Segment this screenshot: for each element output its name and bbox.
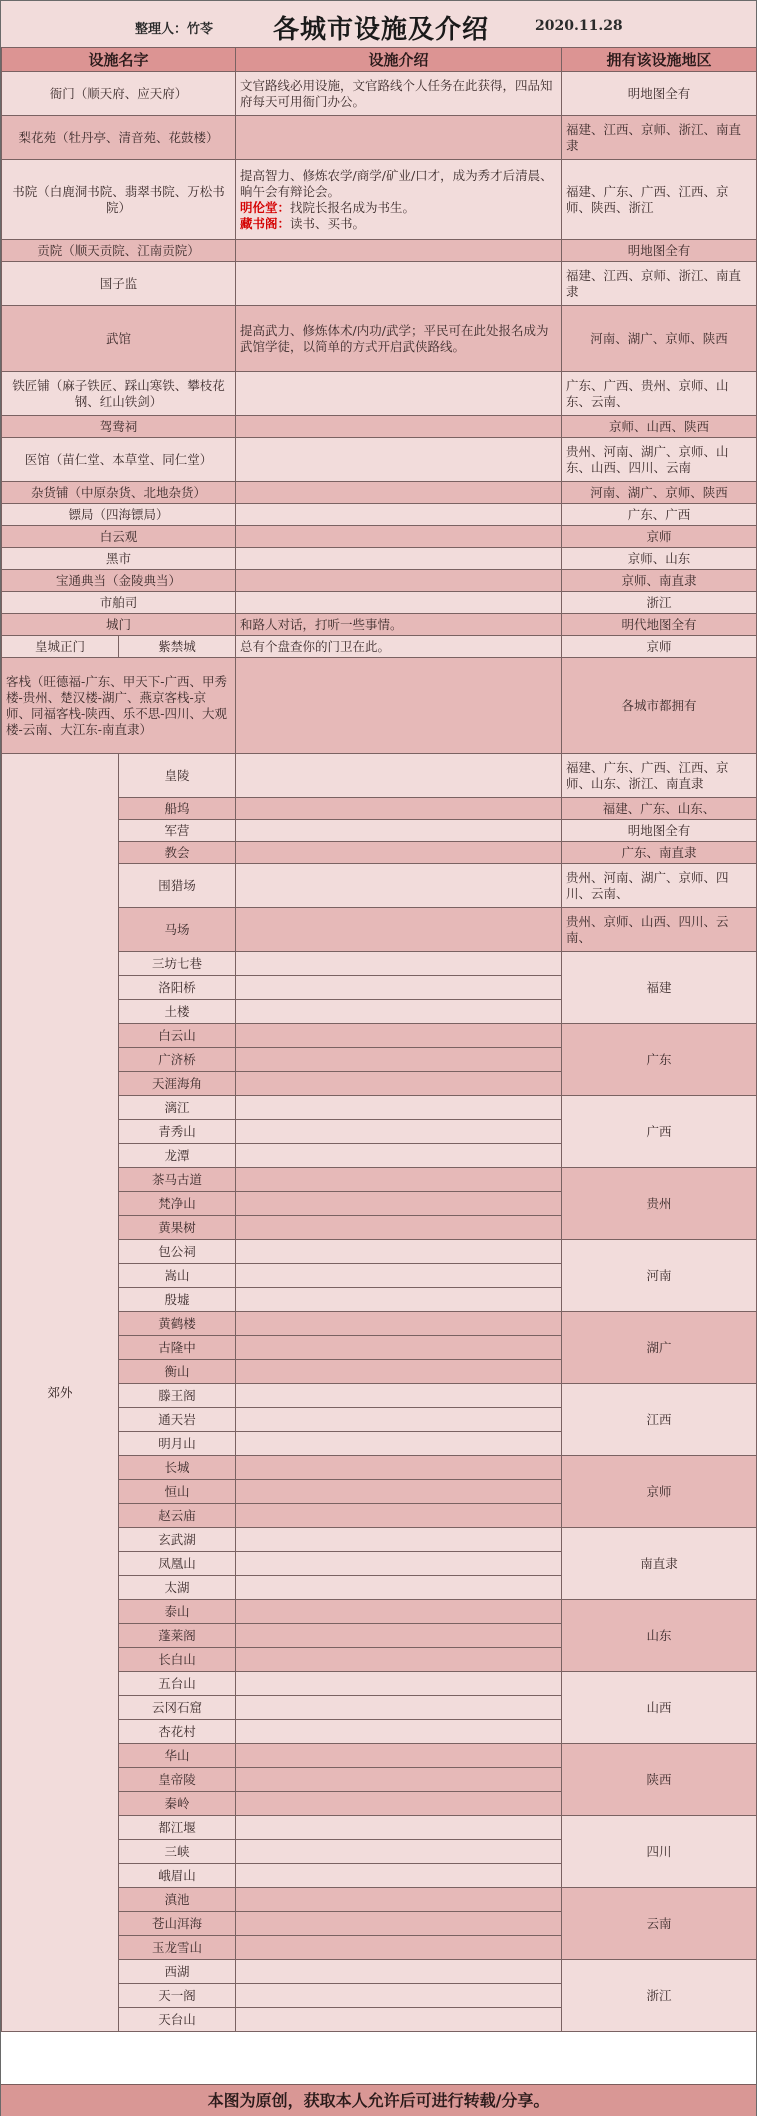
facility-regions: 广东、广西、贵州、京师、山东、云南、 (562, 372, 757, 416)
table-header-row (2, 48, 757, 72)
place-intro (236, 1432, 562, 1456)
facility-name: 杂货铺（中原杂货、北地杂货） (2, 482, 236, 504)
facility-intro (236, 526, 562, 548)
place-name: 古隆中 (119, 1336, 236, 1360)
facility-intro: 文官路线必用设施，文官路线个人任务在此获得，四品知府每天可用衙门办公。 (236, 72, 562, 116)
place-intro (236, 2008, 562, 2032)
place-intro (236, 1264, 562, 1288)
table-row (2, 416, 757, 438)
place-intro (236, 1048, 562, 1072)
place-name: 蓬莱阁 (119, 1624, 236, 1648)
place-region: 山东 (562, 1600, 757, 1672)
facility-name: 镖局（四海镖局） (2, 504, 236, 526)
facility-table (1, 47, 757, 2032)
facility-name: 铁匠铺（麻子铁匠、踩山寒铁、攀枝花钢、红山铁剑） (2, 372, 236, 416)
facility-name: 医馆（苗仁堂、本草堂、同仁堂） (2, 438, 236, 482)
place-intro (236, 1120, 562, 1144)
facility-regions: 福建、江西、京师、浙江、南直隶 (562, 116, 757, 160)
place-region: 陕西 (562, 1744, 757, 1816)
table-row (2, 438, 757, 482)
table-row (2, 72, 757, 116)
place-intro (236, 1816, 562, 1840)
place-intro (236, 1192, 562, 1216)
place-intro (236, 952, 562, 976)
facility-intro (236, 842, 562, 864)
place-intro (236, 976, 562, 1000)
place-intro (236, 1984, 562, 2008)
place-name: 西湖 (119, 1960, 236, 1984)
place-region: 浙江 (562, 1960, 757, 2032)
facility-intro (236, 160, 562, 240)
place-name: 广济桥 (119, 1048, 236, 1072)
place-region: 京师 (562, 1456, 757, 1528)
place-name: 恒山 (119, 1480, 236, 1504)
facility-regions: 京师、山西、陕西 (562, 416, 757, 438)
facility-name: 白云观 (2, 526, 236, 548)
place-region: 广西 (562, 1096, 757, 1168)
facility-name: 市舶司 (2, 592, 236, 614)
place-intro (236, 1216, 562, 1240)
facility-regions: 广东、南直隶 (562, 842, 757, 864)
facility-name: 书院（白鹿洞书院、翡翠书院、万松书院） (2, 160, 236, 240)
facility-name: 马场 (119, 908, 236, 952)
place-region: 贵州 (562, 1168, 757, 1240)
facility-intro (236, 482, 562, 504)
facility-regions: 贵州、河南、湖广、京师、山东、山西、四川、云南 (562, 438, 757, 482)
place-intro (236, 1168, 562, 1192)
facility-regions: 福建、广东、山东、 (562, 798, 757, 820)
place-intro (236, 1864, 562, 1888)
place-name: 皇帝陵 (119, 1768, 236, 1792)
place-intro (236, 1696, 562, 1720)
place-intro (236, 1384, 562, 1408)
facility-intro (236, 754, 562, 798)
place-intro (236, 1720, 562, 1744)
facility-regions: 浙江 (562, 592, 757, 614)
place-region: 云南 (562, 1888, 757, 1960)
place-intro (236, 1528, 562, 1552)
facility-intro (236, 864, 562, 908)
place-name: 漓江 (119, 1096, 236, 1120)
place-intro (236, 1792, 562, 1816)
facility-name: 城门 (2, 614, 236, 636)
facility-regions: 京师 (562, 636, 757, 658)
place-intro (236, 1096, 562, 1120)
place-name: 三峡 (119, 1840, 236, 1864)
place-name: 泰山 (119, 1600, 236, 1624)
place-intro (236, 1408, 562, 1432)
suburb-label: 郊外 (2, 754, 119, 2032)
place-region: 江西 (562, 1384, 757, 1456)
place-intro (236, 1312, 562, 1336)
table-row (2, 754, 757, 798)
place-region: 山西 (562, 1672, 757, 1744)
facility-intro (236, 416, 562, 438)
facility-name: 驾鸯祠 (2, 416, 236, 438)
place-intro (236, 1912, 562, 1936)
facility-regions: 明地图全有 (562, 72, 757, 116)
place-name: 玄武湖 (119, 1528, 236, 1552)
table-row (2, 548, 757, 570)
facility-name: 皇城正门 (2, 636, 119, 658)
facility-regions: 河南、湖广、京师、陕西 (562, 482, 757, 504)
place-name: 长白山 (119, 1648, 236, 1672)
place-intro (236, 1624, 562, 1648)
sheet-header (1, 1, 756, 48)
facility-regions: 福建、广东、广西、江西、京师、山东、浙江、南直隶 (562, 754, 757, 798)
facility-name: 黑市 (2, 548, 236, 570)
table-row (2, 482, 757, 504)
facility-regions: 贵州、河南、湖广、京师、四川、云南、 (562, 864, 757, 908)
place-intro (236, 1024, 562, 1048)
place-region: 福建 (562, 952, 757, 1024)
place-name: 土楼 (119, 1000, 236, 1024)
table-row (2, 570, 757, 592)
place-intro (236, 1552, 562, 1576)
place-intro (236, 1840, 562, 1864)
place-intro (236, 1576, 562, 1600)
facility-intro (236, 372, 562, 416)
facility-regions: 贵州、京师、山西、四川、云南、 (562, 908, 757, 952)
col-header-regions: 拥有该设施地区 (562, 48, 757, 72)
facility-regions: 明地图全有 (562, 240, 757, 262)
facility-name: 船坞 (119, 798, 236, 820)
facility-name: 军营 (119, 820, 236, 842)
facility-regions: 福建、广东、广西、江西、京师、陕西、浙江 (562, 160, 757, 240)
place-name: 黄鹤楼 (119, 1312, 236, 1336)
facility-regions: 京师、山东 (562, 548, 757, 570)
facility-intro: 总有个盘查你的门卫在此。 (236, 636, 562, 658)
table-row (2, 240, 757, 262)
facility-intro (236, 820, 562, 842)
intro-text: 找院长报名成为书生。 (290, 199, 416, 215)
place-name: 五台山 (119, 1672, 236, 1696)
place-intro (236, 1240, 562, 1264)
facility-name: 贡院（顺天贡院、江南贡院） (2, 240, 236, 262)
place-intro (236, 1000, 562, 1024)
sheet-title: 各城市设施及介绍 (273, 15, 490, 45)
table-row (2, 526, 757, 548)
facility-name: 宝通典当（金陵典当） (2, 570, 236, 592)
place-intro (236, 1504, 562, 1528)
table-row (2, 160, 757, 240)
place-name: 玉龙雪山 (119, 1936, 236, 1960)
copyright-footer: 本图为原创，获取本人允许后可进行转载/分享。 (1, 2084, 756, 2116)
facility-name: 客栈（旺德福-广东、甲天下-广西、甲秀楼-贵州、楚汉楼-湖广、燕京客栈-京师、同福客栈-陕西、乐不思-四川、大观楼-云南、大江东-南直隶） (2, 658, 236, 754)
place-name: 黄果树 (119, 1216, 236, 1240)
table-row (2, 636, 757, 658)
place-name: 白云山 (119, 1024, 236, 1048)
facility-intro (236, 116, 562, 160)
place-intro (236, 1768, 562, 1792)
place-name: 天一阁 (119, 1984, 236, 2008)
facility-intro (236, 240, 562, 262)
place-name: 太湖 (119, 1576, 236, 1600)
facility-intro (236, 908, 562, 952)
col-header-intro: 设施介绍 (236, 48, 562, 72)
place-intro (236, 1456, 562, 1480)
place-intro (236, 1936, 562, 1960)
place-name: 华山 (119, 1744, 236, 1768)
place-name: 苍山洱海 (119, 1912, 236, 1936)
facility-regions: 明代地图全有 (562, 614, 757, 636)
place-name: 龙潭 (119, 1144, 236, 1168)
table-row (2, 592, 757, 614)
place-intro (236, 1360, 562, 1384)
table-row (2, 262, 757, 306)
place-intro (236, 1480, 562, 1504)
facility-name: 皇陵 (119, 754, 236, 798)
place-intro (236, 1744, 562, 1768)
place-name: 长城 (119, 1456, 236, 1480)
facility-regions: 河南、湖广、京师、陕西 (562, 306, 757, 372)
facility-regions: 京师、南直隶 (562, 570, 757, 592)
place-intro (236, 1672, 562, 1696)
place-region: 广东 (562, 1024, 757, 1096)
facility-intro: 提高武力、修炼体术/内功/武学；平民可在此处报名成为武馆学徒，以简单的方式开启武侠路线。 (236, 306, 562, 372)
facility-intro (236, 658, 562, 754)
place-region: 湖广 (562, 1312, 757, 1384)
place-name: 明月山 (119, 1432, 236, 1456)
facility-regions: 明地图全有 (562, 820, 757, 842)
table-row (2, 658, 757, 754)
place-name: 秦岭 (119, 1792, 236, 1816)
facility-regions: 京师 (562, 526, 757, 548)
place-name: 滇池 (119, 1888, 236, 1912)
table-row (2, 614, 757, 636)
place-intro (236, 1288, 562, 1312)
place-name: 青秀山 (119, 1120, 236, 1144)
place-intro (236, 1144, 562, 1168)
facility-intro (236, 262, 562, 306)
place-name: 天台山 (119, 2008, 236, 2032)
place-name: 滕王阁 (119, 1384, 236, 1408)
place-intro (236, 1648, 562, 1672)
sheet-date: 2020.11.28 (535, 18, 623, 34)
facility-intro (236, 504, 562, 526)
facility-name: 衙门（顺天府、应天府） (2, 72, 236, 116)
place-intro (236, 1888, 562, 1912)
place-name: 三坊七巷 (119, 952, 236, 976)
intro-text: 提高智力、修炼农学/商学/矿业/口才，成为秀才后清晨、晌午会有辩论会。 (240, 167, 553, 199)
place-intro (236, 1600, 562, 1624)
place-name: 衡山 (119, 1360, 236, 1384)
place-name: 梵净山 (119, 1192, 236, 1216)
place-intro (236, 1336, 562, 1360)
intro-highlight: 藏书阁： (240, 215, 291, 231)
place-name: 杏花村 (119, 1720, 236, 1744)
place-name: 凤凰山 (119, 1552, 236, 1576)
facility-name: 武馆 (2, 306, 236, 372)
facility-intro (236, 798, 562, 820)
table-row (2, 372, 757, 416)
intro-highlight: 明伦堂： (240, 199, 291, 215)
place-name: 茶马古道 (119, 1168, 236, 1192)
facility-intro (236, 548, 562, 570)
place-name: 赵云庙 (119, 1504, 236, 1528)
table-row (2, 504, 757, 526)
place-name: 峨眉山 (119, 1864, 236, 1888)
table-row (2, 306, 757, 372)
place-name: 嵩山 (119, 1264, 236, 1288)
facility-intro (236, 592, 562, 614)
facility-intro (236, 570, 562, 592)
place-name: 都江堰 (119, 1816, 236, 1840)
col-header-name: 设施名字 (2, 48, 236, 72)
place-intro (236, 1960, 562, 1984)
place-name: 洛阳桥 (119, 976, 236, 1000)
place-name: 通天岩 (119, 1408, 236, 1432)
place-name: 天涯海角 (119, 1072, 236, 1096)
facility-name: 梨花苑（牡丹亭、清音苑、花鼓楼） (2, 116, 236, 160)
place-region: 四川 (562, 1816, 757, 1888)
facility-regions: 广东、广西 (562, 504, 757, 526)
facility-name: 围猎场 (119, 864, 236, 908)
place-region: 南直隶 (562, 1528, 757, 1600)
facility-regions: 各城市都拥有 (562, 658, 757, 754)
place-name: 包公祠 (119, 1240, 236, 1264)
facility-regions: 福建、江西、京师、浙江、南直隶 (562, 262, 757, 306)
place-intro (236, 1072, 562, 1096)
author-label: 整理人：竹苓 (135, 22, 214, 37)
facility-name: 国子监 (2, 262, 236, 306)
table-row (2, 116, 757, 160)
facility-intro: 和路人对话，打听一些事情。 (236, 614, 562, 636)
place-region: 河南 (562, 1240, 757, 1312)
facility-intro (236, 438, 562, 482)
facility-name: 教会 (119, 842, 236, 864)
intro-text: 读书、买书。 (290, 215, 366, 231)
place-name: 殷墟 (119, 1288, 236, 1312)
facility-subname: 紫禁城 (119, 636, 236, 658)
place-name: 云冈石窟 (119, 1696, 236, 1720)
